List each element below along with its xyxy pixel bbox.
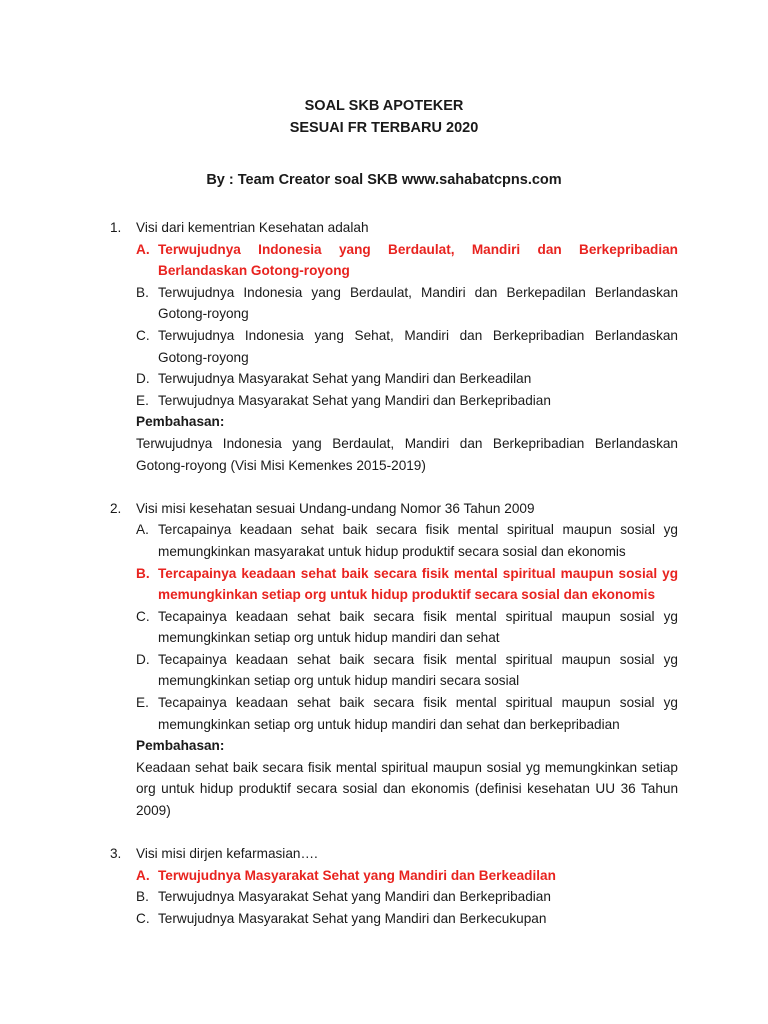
option-c — [136, 606, 678, 649]
discussion-text: Keadaan sehat baik secara fisik mental spiritual maupun sosial yg memungkinkan setiap org untuk hidup produktif secara sosial dan ekonomis (definisi kesehatan UU 36 Tahun 2009) — [136, 759, 678, 819]
option-text: Terwujudnya Masyarakat Sehat yang Mandiri dan Berkeadilan — [158, 371, 532, 387]
option-letter: A. — [136, 241, 150, 257]
option-text: Terwujudnya Masyarakat Sehat yang Mandiri dan Berkepribadian — [158, 392, 551, 408]
question-number: 1. — [110, 220, 122, 235]
option-text: Terwujudnya Masyarakat Sehat yang Mandiri dan Berkepribadian — [158, 889, 551, 905]
option-text: Tecapainya keadaan sehat baik secara fisik mental spiritual maupun sosial yg memungkinkan setiap org untuk hidup mandiri dan sehat dan berkepribadian — [158, 695, 678, 732]
option-a — [136, 519, 678, 562]
option-b — [136, 282, 678, 325]
option-letter: A. — [136, 522, 149, 538]
question-1-discussion — [136, 411, 678, 476]
question-1-options — [136, 239, 678, 412]
question-1-prompt — [110, 217, 678, 239]
document-title-line-1: SOAL SKB APOTEKER — [304, 98, 464, 114]
document-byline: By : Team Creator soal SKB www.sahabatcpns.com — [206, 172, 562, 188]
option-letter: A. — [136, 867, 150, 883]
question-3-prompt — [110, 843, 678, 865]
option-text: Terwujudnya Masyarakat Sehat yang Mandiri dan Berkecukupan — [158, 911, 547, 926]
option-text: Tecapainya keadaan sehat baik secara fisik mental spiritual maupun sosial yg memungkinkan setiap org untuk hidup mandiri secara sosial — [158, 651, 678, 689]
option-letter: B. — [136, 284, 149, 300]
option-b — [136, 886, 678, 908]
option-text: Tercapainya keadaan sehat baik secara fisik mental spiritual maupun sosial yg memungkinkan masyarakat untuk hidup produktif secara sosial dan ekonomis — [158, 522, 678, 559]
option-e — [136, 390, 678, 412]
option-text: Terwujudnya Indonesia yang Berdaulat, Mandiri dan Berkepribadian Berlandaskan Gotong-royong — [158, 241, 678, 279]
option-letter: D. — [136, 371, 150, 387]
option-text: Terwujudnya Indonesia yang Sehat, Mandiri dan Berkepribadian Berlandaskan Gotong-royong — [158, 327, 678, 365]
question-1 — [110, 217, 678, 476]
discussion-label: Pembahasan: — [136, 738, 225, 754]
option-d — [136, 368, 678, 390]
option-text: Terwujudnya Masyarakat Sehat yang Mandiri dan Berkeadilan — [158, 867, 556, 883]
option-text: Tecapainya keadaan sehat baik secara fisik mental spiritual maupun sosial yg memungkinkan setiap org untuk hidup mandiri dan sehat — [158, 608, 678, 646]
question-2 — [110, 498, 678, 822]
option-c — [136, 325, 678, 368]
option-letter: D. — [136, 651, 150, 667]
question-text: Visi misi dirjen kefarmasian…. — [136, 846, 318, 862]
option-text: Terwujudnya Indonesia yang Berdaulat, Mandiri dan Berkepadilan Berlandaskan Gotong-royong — [158, 284, 678, 322]
question-3 — [110, 843, 678, 929]
question-2-options — [136, 519, 678, 735]
option-d — [136, 649, 678, 692]
question-2-discussion — [136, 735, 678, 821]
option-letter: E. — [136, 392, 149, 408]
document-title-line-2: SESUAI FR TERBARU 2020 — [289, 120, 479, 136]
option-c — [136, 908, 678, 930]
option-letter: C. — [136, 608, 150, 624]
question-2-prompt — [110, 498, 678, 520]
option-letter: B. — [136, 565, 150, 581]
question-number: 3. — [110, 846, 122, 862]
question-text: Visi misi kesehatan sesuai Undang-undang Nomor 36 Tahun 2009 — [136, 500, 535, 516]
question-3-options — [136, 865, 678, 930]
option-letter: C. — [136, 911, 150, 926]
option-letter: E. — [136, 695, 149, 711]
option-e — [136, 692, 678, 735]
discussion-text: Terwujudnya Indonesia yang Berdaulat, Mandiri dan Berkepribadian Berlandaskan Gotong-royong (Visi Misi Kemenkes 2015-2019) — [136, 435, 678, 473]
option-b-correct-answer — [136, 563, 678, 606]
question-text: Visi dari kementrian Kesehatan adalah — [136, 220, 369, 235]
question-list — [110, 217, 678, 930]
question-number: 2. — [110, 500, 122, 516]
option-a-correct-answer — [136, 865, 678, 887]
option-text: Tercapainya keadaan sehat baik secara fisik mental spiritual maupun sosial yg memungkinkan setiap org untuk hidup produktif secara sosial dan ekonomis — [158, 565, 678, 603]
option-letter: B. — [136, 889, 149, 905]
option-a-correct-answer — [136, 239, 678, 282]
option-letter: C. — [136, 327, 150, 343]
discussion-label: Pembahasan: — [136, 414, 225, 430]
